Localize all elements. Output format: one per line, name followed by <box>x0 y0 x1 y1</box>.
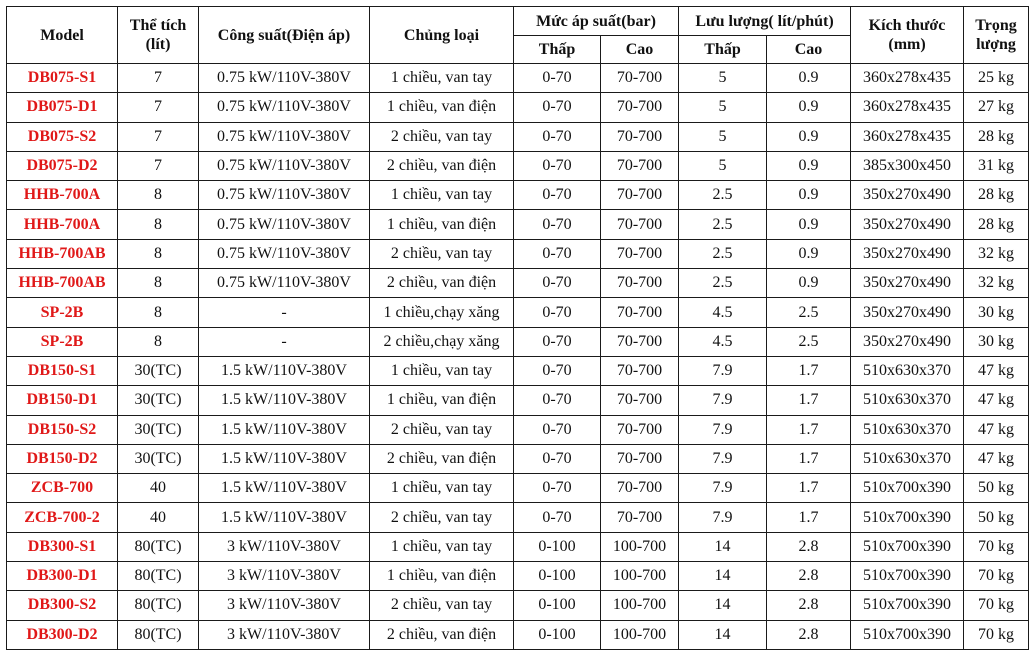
cell-model: DB300-D2 <box>7 620 118 649</box>
cell-type: 2 chiều, van điện <box>370 444 514 473</box>
cell-weight: 47 kg <box>964 386 1029 415</box>
cell-volume: 30(TC) <box>118 415 199 444</box>
cell-f-low: 7.9 <box>679 386 767 415</box>
cell-power: 3 kW/110V-380V <box>199 591 370 620</box>
table-row <box>7 620 1029 649</box>
table-row <box>7 298 1029 327</box>
cell-weight: 70 kg <box>964 620 1029 649</box>
cell-size: 510x630x370 <box>851 386 964 415</box>
cell-power: 1.5 kW/110V-380V <box>199 444 370 473</box>
cell-model: HHB-700AB <box>7 269 118 298</box>
cell-type: 2 chiều, van tay <box>370 239 514 268</box>
table-row <box>7 356 1029 385</box>
cell-power: 1.5 kW/110V-380V <box>199 356 370 385</box>
cell-p-low: 0-70 <box>514 151 601 180</box>
cell-weight: 50 kg <box>964 503 1029 532</box>
cell-type: 1 chiều, van điện <box>370 93 514 122</box>
table-body <box>7 64 1029 650</box>
cell-p-low: 0-70 <box>514 415 601 444</box>
cell-weight: 27 kg <box>964 93 1029 122</box>
cell-p-low: 0-70 <box>514 64 601 93</box>
cell-volume: 30(TC) <box>118 386 199 415</box>
cell-f-high: 2.5 <box>767 327 851 356</box>
header-pressure-low: Thấp <box>514 36 601 64</box>
cell-type: 1 chiều, van điện <box>370 386 514 415</box>
cell-weight: 70 kg <box>964 562 1029 591</box>
cell-size: 350x270x490 <box>851 269 964 298</box>
table-row <box>7 386 1029 415</box>
cell-type: 2 chiều, van tay <box>370 591 514 620</box>
cell-f-low: 7.9 <box>679 444 767 473</box>
cell-p-high: 70-700 <box>601 298 679 327</box>
cell-weight: 47 kg <box>964 356 1029 385</box>
cell-p-low: 0-70 <box>514 386 601 415</box>
cell-volume: 8 <box>118 269 199 298</box>
table-row <box>7 562 1029 591</box>
cell-size: 360x278x435 <box>851 64 964 93</box>
spec-table <box>6 6 1029 650</box>
cell-type: 1 chiều, van điện <box>370 562 514 591</box>
cell-f-high: 0.9 <box>767 269 851 298</box>
cell-weight: 28 kg <box>964 181 1029 210</box>
header-volume: Thể tích (lít) <box>118 7 199 64</box>
cell-power: 1.5 kW/110V-380V <box>199 386 370 415</box>
cell-p-low: 0-70 <box>514 210 601 239</box>
cell-p-low: 0-70 <box>514 327 601 356</box>
header-model: Model <box>7 7 118 64</box>
cell-model: DB150-S2 <box>7 415 118 444</box>
cell-volume: 30(TC) <box>118 444 199 473</box>
cell-power: 3 kW/110V-380V <box>199 562 370 591</box>
cell-p-high: 70-700 <box>601 210 679 239</box>
cell-type: 1 chiều, van tay <box>370 532 514 561</box>
header-flow: Lưu lượng( lít/phút) <box>679 7 851 36</box>
cell-power: 0.75 kW/110V-380V <box>199 122 370 151</box>
cell-volume: 8 <box>118 210 199 239</box>
cell-volume: 7 <box>118 151 199 180</box>
cell-power: 3 kW/110V-380V <box>199 620 370 649</box>
cell-size: 510x700x390 <box>851 562 964 591</box>
table-row <box>7 532 1029 561</box>
cell-type: 2 chiều, van tay <box>370 415 514 444</box>
cell-f-high: 0.9 <box>767 122 851 151</box>
cell-model: DB075-D2 <box>7 151 118 180</box>
cell-f-low: 4.5 <box>679 298 767 327</box>
cell-type: 2 chiều, van tay <box>370 122 514 151</box>
cell-weight: 31 kg <box>964 151 1029 180</box>
cell-size: 350x270x490 <box>851 298 964 327</box>
cell-weight: 25 kg <box>964 64 1029 93</box>
cell-p-high: 70-700 <box>601 239 679 268</box>
cell-p-high: 70-700 <box>601 327 679 356</box>
table-row <box>7 239 1029 268</box>
cell-p-high: 70-700 <box>601 386 679 415</box>
cell-p-high: 70-700 <box>601 93 679 122</box>
cell-p-high: 70-700 <box>601 444 679 473</box>
cell-p-low: 0-70 <box>514 122 601 151</box>
cell-model: DB300-S2 <box>7 591 118 620</box>
cell-f-low: 7.9 <box>679 503 767 532</box>
table-row <box>7 444 1029 473</box>
cell-power: 0.75 kW/110V-380V <box>199 181 370 210</box>
cell-volume: 7 <box>118 122 199 151</box>
cell-f-high: 2.8 <box>767 620 851 649</box>
table-row <box>7 269 1029 298</box>
table-row <box>7 122 1029 151</box>
cell-model: ZCB-700 <box>7 474 118 503</box>
table-row <box>7 591 1029 620</box>
cell-p-high: 100-700 <box>601 562 679 591</box>
cell-size: 350x270x490 <box>851 181 964 210</box>
header-size: Kích thước (mm) <box>851 7 964 64</box>
cell-volume: 7 <box>118 64 199 93</box>
cell-size: 350x270x490 <box>851 210 964 239</box>
cell-volume: 80(TC) <box>118 532 199 561</box>
cell-weight: 70 kg <box>964 532 1029 561</box>
table-row <box>7 503 1029 532</box>
header-pressure: Mức áp suất(bar) <box>514 7 679 36</box>
table-row <box>7 210 1029 239</box>
cell-p-high: 70-700 <box>601 64 679 93</box>
cell-type: 1 chiều, van tay <box>370 181 514 210</box>
cell-volume: 40 <box>118 503 199 532</box>
table-row <box>7 151 1029 180</box>
cell-model: DB075-S2 <box>7 122 118 151</box>
cell-p-low: 0-70 <box>514 269 601 298</box>
cell-type: 2 chiều, van tay <box>370 503 514 532</box>
cell-type: 2 chiều, van điện <box>370 620 514 649</box>
cell-f-low: 4.5 <box>679 327 767 356</box>
cell-model: DB150-D2 <box>7 444 118 473</box>
cell-f-high: 0.9 <box>767 210 851 239</box>
cell-volume: 80(TC) <box>118 620 199 649</box>
cell-f-high: 2.8 <box>767 591 851 620</box>
cell-f-low: 5 <box>679 64 767 93</box>
cell-volume: 8 <box>118 239 199 268</box>
cell-p-high: 70-700 <box>601 269 679 298</box>
cell-volume: 80(TC) <box>118 591 199 620</box>
cell-weight: 30 kg <box>964 298 1029 327</box>
cell-model: DB150-D1 <box>7 386 118 415</box>
header-row <box>7 7 1029 36</box>
cell-power: 0.75 kW/110V-380V <box>199 239 370 268</box>
cell-size: 350x270x490 <box>851 239 964 268</box>
cell-f-low: 2.5 <box>679 239 767 268</box>
cell-type: 2 chiều, van điện <box>370 269 514 298</box>
header-type: Chủng loại <box>370 7 514 64</box>
cell-f-high: 0.9 <box>767 64 851 93</box>
cell-size: 510x700x390 <box>851 503 964 532</box>
cell-f-high: 0.9 <box>767 181 851 210</box>
cell-f-low: 5 <box>679 93 767 122</box>
cell-f-high: 1.7 <box>767 444 851 473</box>
table-row <box>7 474 1029 503</box>
cell-weight: 32 kg <box>964 269 1029 298</box>
cell-f-high: 0.9 <box>767 93 851 122</box>
cell-f-low: 14 <box>679 562 767 591</box>
cell-power: 0.75 kW/110V-380V <box>199 151 370 180</box>
cell-p-low: 0-70 <box>514 503 601 532</box>
cell-size: 350x270x490 <box>851 327 964 356</box>
cell-f-high: 1.7 <box>767 386 851 415</box>
table-row <box>7 327 1029 356</box>
cell-size: 360x278x435 <box>851 122 964 151</box>
cell-volume: 7 <box>118 93 199 122</box>
cell-f-low: 5 <box>679 151 767 180</box>
cell-weight: 28 kg <box>964 122 1029 151</box>
cell-model: SP-2B <box>7 298 118 327</box>
cell-power: - <box>199 327 370 356</box>
cell-volume: 30(TC) <box>118 356 199 385</box>
cell-f-low: 7.9 <box>679 474 767 503</box>
cell-size: 510x700x390 <box>851 591 964 620</box>
cell-f-low: 2.5 <box>679 269 767 298</box>
cell-model: HHB-700A <box>7 210 118 239</box>
cell-f-low: 5 <box>679 122 767 151</box>
cell-size: 510x630x370 <box>851 415 964 444</box>
cell-p-high: 70-700 <box>601 122 679 151</box>
cell-f-low: 7.9 <box>679 415 767 444</box>
cell-weight: 70 kg <box>964 591 1029 620</box>
header-flow-low: Thấp <box>679 36 767 64</box>
cell-volume: 40 <box>118 474 199 503</box>
cell-size: 360x278x435 <box>851 93 964 122</box>
cell-p-high: 70-700 <box>601 181 679 210</box>
cell-size: 510x700x390 <box>851 532 964 561</box>
cell-weight: 28 kg <box>964 210 1029 239</box>
cell-size: 510x630x370 <box>851 444 964 473</box>
cell-type: 1 chiều, van tay <box>370 474 514 503</box>
cell-model: SP-2B <box>7 327 118 356</box>
cell-model: ZCB-700-2 <box>7 503 118 532</box>
header-power: Công suất(Điện áp) <box>199 7 370 64</box>
cell-f-high: 1.7 <box>767 474 851 503</box>
header-flow-high: Cao <box>767 36 851 64</box>
cell-model: DB300-D1 <box>7 562 118 591</box>
cell-model: DB075-D1 <box>7 93 118 122</box>
cell-f-low: 14 <box>679 591 767 620</box>
cell-p-high: 100-700 <box>601 591 679 620</box>
cell-type: 1 chiều, van tay <box>370 356 514 385</box>
cell-size: 510x700x390 <box>851 474 964 503</box>
cell-p-low: 0-100 <box>514 620 601 649</box>
cell-volume: 80(TC) <box>118 562 199 591</box>
cell-f-high: 0.9 <box>767 239 851 268</box>
cell-f-high: 1.7 <box>767 356 851 385</box>
cell-power: 0.75 kW/110V-380V <box>199 64 370 93</box>
cell-volume: 8 <box>118 181 199 210</box>
cell-power: 1.5 kW/110V-380V <box>199 503 370 532</box>
cell-p-low: 0-70 <box>514 444 601 473</box>
cell-p-low: 0-100 <box>514 591 601 620</box>
cell-volume: 8 <box>118 298 199 327</box>
cell-f-high: 0.9 <box>767 151 851 180</box>
table-row <box>7 415 1029 444</box>
cell-p-low: 0-70 <box>514 181 601 210</box>
cell-model: DB075-S1 <box>7 64 118 93</box>
cell-p-high: 100-700 <box>601 532 679 561</box>
cell-size: 510x630x370 <box>851 356 964 385</box>
cell-weight: 30 kg <box>964 327 1029 356</box>
cell-p-low: 0-70 <box>514 356 601 385</box>
cell-f-low: 2.5 <box>679 181 767 210</box>
cell-power: 0.75 kW/110V-380V <box>199 269 370 298</box>
cell-model: DB300-S1 <box>7 532 118 561</box>
cell-p-low: 0-70 <box>514 93 601 122</box>
cell-f-high: 2.5 <box>767 298 851 327</box>
cell-power: 0.75 kW/110V-380V <box>199 93 370 122</box>
header-weight: Trọng lượng <box>964 7 1029 64</box>
cell-p-high: 70-700 <box>601 415 679 444</box>
cell-weight: 47 kg <box>964 444 1029 473</box>
cell-weight: 32 kg <box>964 239 1029 268</box>
cell-weight: 50 kg <box>964 474 1029 503</box>
table-row <box>7 93 1029 122</box>
cell-f-high: 2.8 <box>767 562 851 591</box>
cell-size: 510x700x390 <box>851 620 964 649</box>
cell-type: 2 chiều,chạy xăng <box>370 327 514 356</box>
cell-f-low: 14 <box>679 532 767 561</box>
cell-type: 1 chiều, van tay <box>370 64 514 93</box>
cell-model: DB150-S1 <box>7 356 118 385</box>
table-row <box>7 64 1029 93</box>
cell-type: 2 chiều, van điện <box>370 151 514 180</box>
cell-size: 385x300x450 <box>851 151 964 180</box>
cell-f-low: 14 <box>679 620 767 649</box>
cell-type: 1 chiều, van điện <box>370 210 514 239</box>
cell-power: 3 kW/110V-380V <box>199 532 370 561</box>
cell-p-low: 0-70 <box>514 298 601 327</box>
cell-f-low: 7.9 <box>679 356 767 385</box>
cell-f-high: 1.7 <box>767 503 851 532</box>
cell-power: - <box>199 298 370 327</box>
cell-p-high: 70-700 <box>601 503 679 532</box>
cell-p-low: 0-70 <box>514 474 601 503</box>
cell-f-low: 2.5 <box>679 210 767 239</box>
cell-power: 1.5 kW/110V-380V <box>199 474 370 503</box>
cell-f-high: 1.7 <box>767 415 851 444</box>
cell-p-high: 70-700 <box>601 474 679 503</box>
cell-power: 1.5 kW/110V-380V <box>199 415 370 444</box>
cell-p-low: 0-100 <box>514 532 601 561</box>
header-pressure-high: Cao <box>601 36 679 64</box>
cell-model: HHB-700AB <box>7 239 118 268</box>
cell-f-high: 2.8 <box>767 532 851 561</box>
cell-p-low: 0-100 <box>514 562 601 591</box>
table-row <box>7 181 1029 210</box>
cell-p-low: 0-70 <box>514 239 601 268</box>
cell-power: 0.75 kW/110V-380V <box>199 210 370 239</box>
cell-p-high: 70-700 <box>601 151 679 180</box>
cell-p-high: 100-700 <box>601 620 679 649</box>
cell-p-high: 70-700 <box>601 356 679 385</box>
cell-weight: 47 kg <box>964 415 1029 444</box>
cell-volume: 8 <box>118 327 199 356</box>
cell-model: HHB-700A <box>7 181 118 210</box>
cell-type: 1 chiều,chạy xăng <box>370 298 514 327</box>
